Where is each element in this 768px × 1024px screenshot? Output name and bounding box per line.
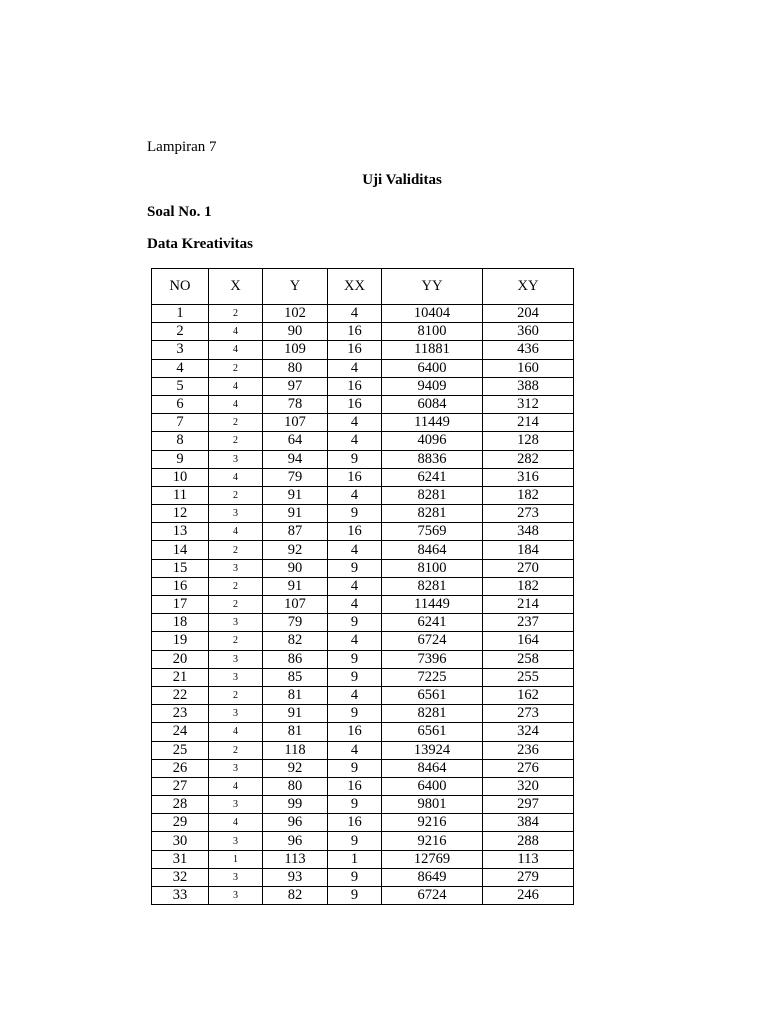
cell-no: 3 <box>152 341 209 359</box>
page-title: Uji Validitas <box>362 172 442 188</box>
cell-yy: 6724 <box>382 632 483 650</box>
cell-xx: 16 <box>328 468 382 486</box>
cell-yy: 8649 <box>382 868 483 886</box>
cell-xx: 9 <box>328 759 382 777</box>
cell-xy: 164 <box>483 632 574 650</box>
cell-y: 113 <box>263 850 328 868</box>
cell-y: 91 <box>263 577 328 595</box>
cell-xy: 236 <box>483 741 574 759</box>
cell-x: 3 <box>209 650 263 668</box>
cell-x: 3 <box>209 796 263 814</box>
data-table <box>151 268 574 905</box>
cell-y: 109 <box>263 341 328 359</box>
table-row <box>152 541 574 559</box>
cell-no: 9 <box>152 450 209 468</box>
cell-y: 91 <box>263 705 328 723</box>
cell-xx: 4 <box>328 632 382 650</box>
table-row <box>152 705 574 723</box>
cell-y: 91 <box>263 486 328 504</box>
cell-x: 4 <box>209 723 263 741</box>
table-row <box>152 377 574 395</box>
cell-y: 90 <box>263 559 328 577</box>
cell-no: 10 <box>152 468 209 486</box>
cell-no: 12 <box>152 505 209 523</box>
cell-no: 27 <box>152 777 209 795</box>
cell-no: 22 <box>152 686 209 704</box>
table-row <box>152 777 574 795</box>
column-header-y: Y <box>263 269 328 305</box>
cell-xy: 246 <box>483 887 574 905</box>
cell-yy: 8464 <box>382 759 483 777</box>
cell-xx: 4 <box>328 414 382 432</box>
cell-x: 2 <box>209 596 263 614</box>
cell-xy: 384 <box>483 814 574 832</box>
question-label: Soal No. 1 <box>147 204 212 220</box>
cell-no: 29 <box>152 814 209 832</box>
cell-yy: 6400 <box>382 359 483 377</box>
table-row <box>152 359 574 377</box>
cell-no: 25 <box>152 741 209 759</box>
column-header-yy: YY <box>382 269 483 305</box>
cell-y: 82 <box>263 887 328 905</box>
cell-xy: 288 <box>483 832 574 850</box>
cell-xx: 4 <box>328 577 382 595</box>
cell-x: 3 <box>209 505 263 523</box>
cell-y: 107 <box>263 414 328 432</box>
cell-xy: 348 <box>483 523 574 541</box>
cell-xy: 204 <box>483 305 574 323</box>
cell-y: 80 <box>263 777 328 795</box>
cell-x: 2 <box>209 432 263 450</box>
cell-yy: 4096 <box>382 432 483 450</box>
cell-xx: 9 <box>328 505 382 523</box>
cell-y: 81 <box>263 723 328 741</box>
table-row <box>152 614 574 632</box>
cell-y: 82 <box>263 632 328 650</box>
cell-xx: 9 <box>328 450 382 468</box>
cell-no: 26 <box>152 759 209 777</box>
cell-xy: 324 <box>483 723 574 741</box>
cell-xx: 16 <box>328 814 382 832</box>
table-row <box>152 686 574 704</box>
cell-xx: 16 <box>328 523 382 541</box>
cell-no: 18 <box>152 614 209 632</box>
cell-y: 91 <box>263 505 328 523</box>
cell-no: 32 <box>152 868 209 886</box>
cell-no: 24 <box>152 723 209 741</box>
cell-xy: 312 <box>483 395 574 413</box>
cell-xy: 320 <box>483 777 574 795</box>
cell-y: 79 <box>263 468 328 486</box>
cell-x: 3 <box>209 887 263 905</box>
cell-y: 118 <box>263 741 328 759</box>
cell-x: 3 <box>209 450 263 468</box>
table-row <box>152 577 574 595</box>
table-row <box>152 559 574 577</box>
cell-x: 3 <box>209 668 263 686</box>
cell-xx: 16 <box>328 341 382 359</box>
cell-x: 3 <box>209 559 263 577</box>
cell-xy: 436 <box>483 341 574 359</box>
cell-xx: 16 <box>328 377 382 395</box>
cell-no: 30 <box>152 832 209 850</box>
cell-xx: 16 <box>328 723 382 741</box>
cell-y: 97 <box>263 377 328 395</box>
cell-xx: 9 <box>328 614 382 632</box>
table-row <box>152 887 574 905</box>
cell-yy: 6561 <box>382 686 483 704</box>
table-row <box>152 632 574 650</box>
cell-xx: 4 <box>328 541 382 559</box>
cell-y: 79 <box>263 614 328 632</box>
table-row <box>152 741 574 759</box>
cell-yy: 13924 <box>382 741 483 759</box>
cell-xy: 162 <box>483 686 574 704</box>
column-header-no: NO <box>152 269 209 305</box>
table-row <box>152 650 574 668</box>
cell-xx: 4 <box>328 305 382 323</box>
cell-xy: 214 <box>483 414 574 432</box>
cell-xy: 184 <box>483 541 574 559</box>
cell-x: 4 <box>209 814 263 832</box>
cell-y: 81 <box>263 686 328 704</box>
cell-xy: 237 <box>483 614 574 632</box>
cell-yy: 11449 <box>382 596 483 614</box>
cell-xx: 9 <box>328 868 382 886</box>
cell-yy: 12769 <box>382 850 483 868</box>
cell-yy: 8281 <box>382 505 483 523</box>
cell-no: 2 <box>152 323 209 341</box>
cell-no: 15 <box>152 559 209 577</box>
cell-yy: 8836 <box>382 450 483 468</box>
cell-x: 4 <box>209 523 263 541</box>
cell-no: 23 <box>152 705 209 723</box>
cell-x: 4 <box>209 468 263 486</box>
cell-xx: 16 <box>328 777 382 795</box>
table-row <box>152 395 574 413</box>
cell-yy: 8100 <box>382 559 483 577</box>
cell-x: 3 <box>209 832 263 850</box>
table-row <box>152 523 574 541</box>
cell-yy: 9216 <box>382 832 483 850</box>
cell-x: 4 <box>209 395 263 413</box>
cell-yy: 8281 <box>382 486 483 504</box>
cell-xy: 276 <box>483 759 574 777</box>
table-header <box>152 269 574 305</box>
cell-xy: 128 <box>483 432 574 450</box>
cell-yy: 9216 <box>382 814 483 832</box>
cell-y: 85 <box>263 668 328 686</box>
column-header-xy: XY <box>483 269 574 305</box>
table-body <box>152 305 574 905</box>
cell-x: 2 <box>209 305 263 323</box>
cell-no: 17 <box>152 596 209 614</box>
cell-y: 86 <box>263 650 328 668</box>
cell-y: 92 <box>263 759 328 777</box>
cell-no: 33 <box>152 887 209 905</box>
cell-no: 5 <box>152 377 209 395</box>
cell-x: 3 <box>209 759 263 777</box>
appendix-label: Lampiran 7 <box>147 139 217 155</box>
cell-xx: 9 <box>328 705 382 723</box>
cell-yy: 8464 <box>382 541 483 559</box>
cell-x: 2 <box>209 577 263 595</box>
table-row <box>152 759 574 777</box>
cell-y: 64 <box>263 432 328 450</box>
cell-yy: 6241 <box>382 468 483 486</box>
cell-xx: 4 <box>328 432 382 450</box>
cell-no: 21 <box>152 668 209 686</box>
cell-yy: 8281 <box>382 705 483 723</box>
cell-xx: 4 <box>328 686 382 704</box>
column-header-xx: XX <box>328 269 382 305</box>
table-row <box>152 323 574 341</box>
cell-no: 1 <box>152 305 209 323</box>
cell-xx: 9 <box>328 832 382 850</box>
cell-xx: 1 <box>328 850 382 868</box>
cell-no: 20 <box>152 650 209 668</box>
table-row <box>152 414 574 432</box>
cell-xy: 273 <box>483 505 574 523</box>
cell-yy: 6084 <box>382 395 483 413</box>
cell-xx: 16 <box>328 395 382 413</box>
cell-x: 1 <box>209 850 263 868</box>
cell-no: 4 <box>152 359 209 377</box>
cell-x: 3 <box>209 614 263 632</box>
cell-no: 19 <box>152 632 209 650</box>
cell-y: 93 <box>263 868 328 886</box>
cell-xy: 316 <box>483 468 574 486</box>
table-row <box>152 868 574 886</box>
cell-xy: 160 <box>483 359 574 377</box>
cell-y: 78 <box>263 395 328 413</box>
table-row <box>152 486 574 504</box>
cell-xx: 9 <box>328 796 382 814</box>
cell-x: 2 <box>209 632 263 650</box>
cell-x: 3 <box>209 705 263 723</box>
cell-no: 7 <box>152 414 209 432</box>
cell-xy: 214 <box>483 596 574 614</box>
table-row <box>152 596 574 614</box>
cell-y: 80 <box>263 359 328 377</box>
cell-yy: 6400 <box>382 777 483 795</box>
cell-no: 8 <box>152 432 209 450</box>
cell-yy: 7396 <box>382 650 483 668</box>
cell-xy: 388 <box>483 377 574 395</box>
cell-x: 2 <box>209 414 263 432</box>
cell-yy: 8281 <box>382 577 483 595</box>
cell-yy: 10404 <box>382 305 483 323</box>
cell-xy: 255 <box>483 668 574 686</box>
cell-yy: 6241 <box>382 614 483 632</box>
cell-x: 4 <box>209 341 263 359</box>
cell-y: 96 <box>263 814 328 832</box>
cell-xy: 270 <box>483 559 574 577</box>
cell-no: 6 <box>152 395 209 413</box>
cell-y: 99 <box>263 796 328 814</box>
cell-xy: 182 <box>483 486 574 504</box>
cell-xy: 297 <box>483 796 574 814</box>
dataset-label: Data Kreativitas <box>147 236 253 252</box>
cell-yy: 11881 <box>382 341 483 359</box>
cell-xy: 282 <box>483 450 574 468</box>
table-row <box>152 796 574 814</box>
cell-xx: 4 <box>328 359 382 377</box>
cell-x: 2 <box>209 486 263 504</box>
table-row <box>152 850 574 868</box>
cell-no: 11 <box>152 486 209 504</box>
table-row <box>152 450 574 468</box>
cell-no: 28 <box>152 796 209 814</box>
cell-xx: 9 <box>328 559 382 577</box>
cell-x: 4 <box>209 323 263 341</box>
cell-xx: 9 <box>328 650 382 668</box>
cell-xy: 279 <box>483 868 574 886</box>
table-row <box>152 432 574 450</box>
cell-x: 2 <box>209 359 263 377</box>
cell-no: 16 <box>152 577 209 595</box>
table-row <box>152 723 574 741</box>
table-row <box>152 468 574 486</box>
cell-y: 90 <box>263 323 328 341</box>
table-row <box>152 341 574 359</box>
cell-no: 13 <box>152 523 209 541</box>
table-row <box>152 832 574 850</box>
cell-yy: 6724 <box>382 887 483 905</box>
cell-xx: 16 <box>328 323 382 341</box>
cell-xx: 4 <box>328 741 382 759</box>
cell-y: 94 <box>263 450 328 468</box>
cell-xx: 4 <box>328 596 382 614</box>
cell-xy: 258 <box>483 650 574 668</box>
cell-xy: 360 <box>483 323 574 341</box>
table-row <box>152 814 574 832</box>
cell-yy: 6561 <box>382 723 483 741</box>
column-header-x: X <box>209 269 263 305</box>
cell-xx: 4 <box>328 486 382 504</box>
cell-x: 2 <box>209 741 263 759</box>
cell-y: 96 <box>263 832 328 850</box>
cell-y: 92 <box>263 541 328 559</box>
cell-yy: 11449 <box>382 414 483 432</box>
cell-x: 2 <box>209 686 263 704</box>
cell-x: 2 <box>209 541 263 559</box>
cell-yy: 9409 <box>382 377 483 395</box>
cell-y: 102 <box>263 305 328 323</box>
cell-yy: 7225 <box>382 668 483 686</box>
cell-yy: 8100 <box>382 323 483 341</box>
cell-yy: 7569 <box>382 523 483 541</box>
table-row <box>152 668 574 686</box>
cell-xy: 182 <box>483 577 574 595</box>
cell-x: 4 <box>209 777 263 795</box>
cell-xy: 113 <box>483 850 574 868</box>
header-row <box>152 269 574 305</box>
cell-yy: 9801 <box>382 796 483 814</box>
cell-y: 87 <box>263 523 328 541</box>
cell-xx: 9 <box>328 668 382 686</box>
cell-xy: 273 <box>483 705 574 723</box>
cell-xx: 9 <box>328 887 382 905</box>
cell-no: 14 <box>152 541 209 559</box>
table-row <box>152 505 574 523</box>
cell-x: 3 <box>209 868 263 886</box>
cell-x: 4 <box>209 377 263 395</box>
table-row <box>152 305 574 323</box>
cell-y: 107 <box>263 596 328 614</box>
cell-no: 31 <box>152 850 209 868</box>
